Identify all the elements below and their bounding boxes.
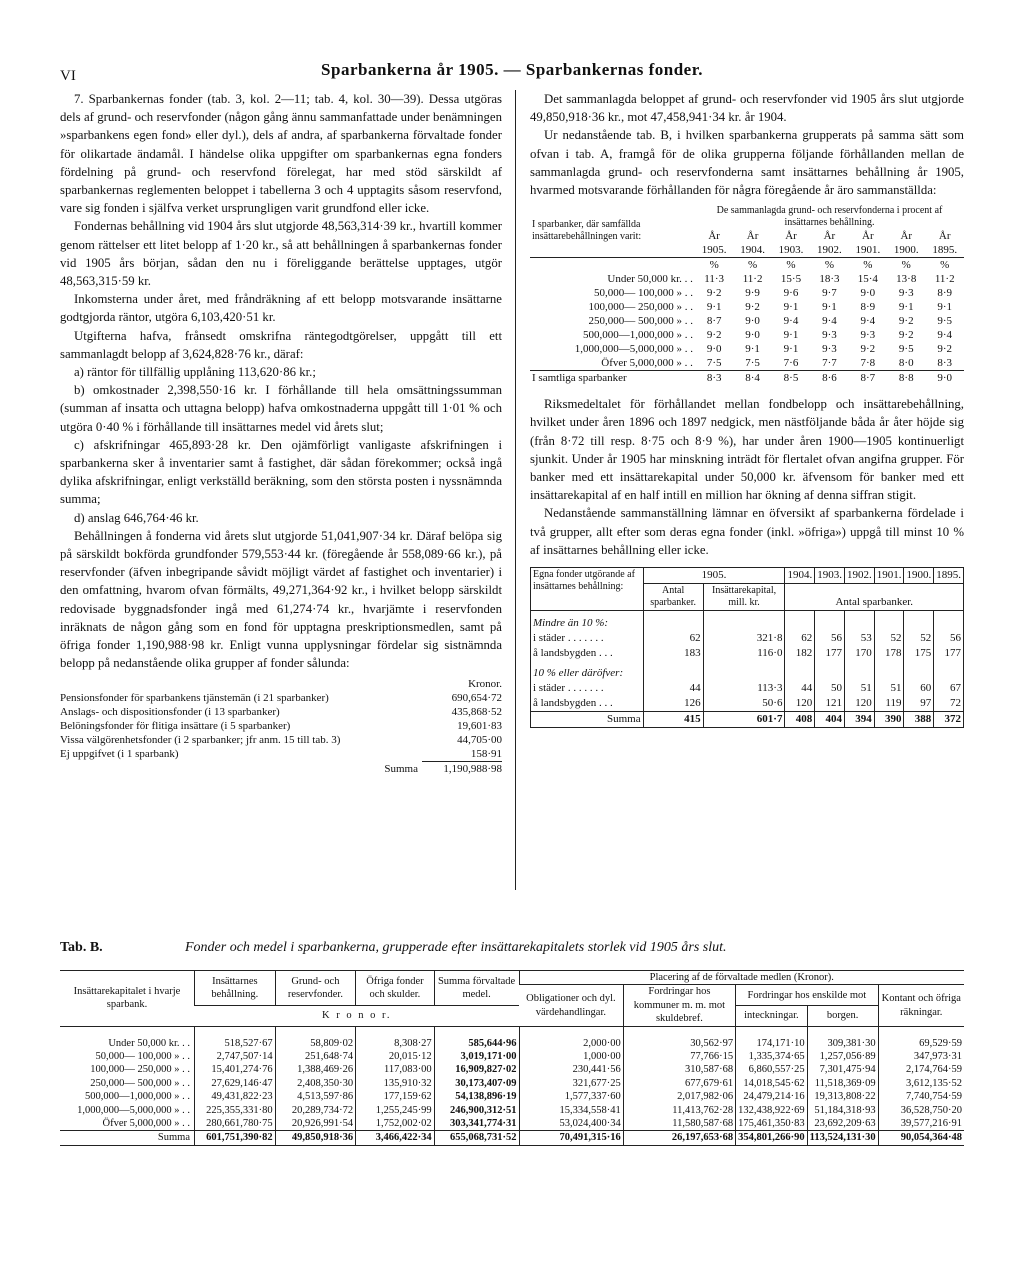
table-row: 50,000— 100,000 » . . 9·2 9·9 9·6 9·7 9·0 9·3 8·9 <box>593 287 953 300</box>
paragraph: 7. Sparbankernas fonder (tab. 3, kol. 2—11; tab. 4, kol. 30—39). Dessa utgöras dels af grund- och reservfonder (någon gång ännu sammanfattade under benämningen »sparbankens egen fond» eller dyl.), dels af andra, af sparbankerna förvaltade fonder för olikartade ändamål. I händelse olika uppgifter om sparbankernas egna fonders fördelning på grund- och reservfond förelegat, har med stöd särskildt af sparbankernas reglementen beloppet i tabellerna 3 och 4 upptagits såsom reservfond, vare sig fonden i själfva verket ursprungligen varit grundfond eller icke. <box>60 92 502 216</box>
table-row: 100,000— 250,000 » . . 9·1 9·2 9·1 9·1 8·9 9·1 9·1 <box>588 301 953 314</box>
paragraph: Utgifterna hafva, frånsedt omskrifna räntegodtgörelser, uppgått till ett sammanlagdt belopp af 3,624,828·76 kr., däraf: <box>60 328 502 361</box>
table-row: i städer . . . . . . . 44 113·3 44 50 51 51 60 67 <box>531 681 964 696</box>
group-sum-row: Summa 415 601·7 408 404 394 390 388 372 <box>531 712 964 728</box>
paragraph: Inkomsterna under året, med fråndräkning af ett belopp motsvarande insättarne godtgjorda räntor, utgöra 6,103,420·51 kr. <box>60 292 502 325</box>
table-row: Öfver 5,000,000 » . . 280,661,780·75 20,926,991·54 1,752,002·02 303,341,774·31 53,024,400·34 11,580,587·68 175,461,350·83 23,692,209·63 39,577,216·91 <box>102 1118 962 1130</box>
table-row: 100,000— 250,000 » . . 15,401,274·76 1,388,469·26 117,083·00 16,909,827·02 230,441·56 310,587·68 6,860,557·25 7,301,475·94 2,174,764·59 <box>90 1064 962 1076</box>
percent-total-row: I samtliga sparbanker 8·3 8·4 8·5 8·6 8·7 8·8 9·0 <box>530 371 964 386</box>
page-header <box>60 60 964 90</box>
left-column <box>60 90 502 776</box>
paragraph: Fondernas behållning vid 1904 års slut utgjorde 48,563,314·39 kr., hvartill kommer genom rättelser ett litet belopp af 1·20 kr., så att behållningen å sparbankernas fonder vid 1905 års början, sådan den nu i föreliggande berättelse upptages, utgör 48,563,315·59 kr. <box>60 219 502 289</box>
table-row: Ej uppgifvet (i 1 sparbank) 158·91 <box>60 747 502 760</box>
table-b-label: Tab. B. <box>60 940 103 955</box>
page-title: Sparbankerna år 1905. — Sparbankernas fonder. <box>321 60 703 79</box>
paragraph: b) omkostnader 2,398,550·16 kr. I förhållande till hela omsättningssumman (summan af insatta och uttagna belopp) hafva omkostnaderna uppgått till 1·01 % och utgöra 0·40 % i förhållande till insättarnes medel vid årets slut; <box>60 383 502 434</box>
table-row: Pensionsfonder för sparbankens tjänstemän (i 21 sparbanker) 690,654·72 <box>60 691 502 704</box>
table-row: 1,000,000—5,000,000 » . . 225,355,331·80 20,289,734·72 1,255,245·99 246,900,312·51 15,334,558·41 11,413,762·28 132,438,922·69 51,184,318·93 36,528,750·20 <box>77 1104 962 1116</box>
paragraph: Riksmedeltalet för förhållandet mellan fondbelopp och insättarebehållning, hvilket under åren 1896 och 1897 nedgick, men nästföljande båda år åter höjde sig (från 8·72 till resp. 8·75 och 8·9 %), har under åren 1900—1905 kontinuerligt sjunkit. Under år 1905 har minskning inträdt för flertalet ofvan angifna grupper. För banker med ett insättarekapital under 50,000 kr. äfvensom för banker med ett insättarekapital af en half intill en million har ökning af denna siffran stigit. <box>530 397 964 503</box>
table-b-sum-row: Summa 601,751,390·82 49,850,918·36 3,466,422·34 655,068,731·52 70,491,315·16 26,197,653·68 354,801,266·90 113,524,131·30 90,054,364·48 <box>60 1131 964 1145</box>
table-b-title: Fonder och medel i sparbankerna, grupperade efter insättarekapitalets storlek vid 1905 års slut. <box>185 940 727 955</box>
group-table: Egna fonder utgörande af insättarnes behållning: 1905. 1904. 1903. 1902. 1901. 1900. 1895. Antal sparbanker. Insättarekapital, mill. kr. Antal sparbanker. Mindre än 10 %: i städer . . . . . . . 62 321·8 62 56 53 52 52 56 å landsbygden . . . 183 116·0 182 177 170 178 175 177 10 % eller däröfver: i städer . . . . . . . 44 113·3 44 50 51 51 60 67 å landsbygden . . . 126 50·6 120 121 120 119 97 72 Summa 415 601·7 408 404 394 390 388 372 <box>530 567 964 728</box>
paragraph: c) afskrifningar 465,893·28 kr. Den ojämförligt vanligaste afskrifningen i sparbankerna sker å inventarier samt å fastighet, där sådan förekommer; också ingå dylika afskrifningar, enligt verkställd beräkning, som den största posten i nyssnämnda summa; <box>60 437 502 507</box>
table-row: Belöningsfonder för flitiga insättare (i 5 sparbanker) 19,601·83 <box>60 719 502 732</box>
page <box>60 60 964 1144</box>
paragraph: Ur nedanstående tab. B, i hvilken sparbankerna grupperats på samma sätt som ofvan i tab. A, framgå för de olika grupperna följande förhållanden mellan de sammanlagda grund- och reservfonderna samt insättarnes behållning år 1905, hvarmed motsvarande förhållanden för några föregående år äro sammanställda: <box>530 128 964 198</box>
table-row: å landsbygden . . . 126 50·6 120 121 120 119 97 72 <box>531 696 964 712</box>
table-row: 250,000— 500,000 » . . 8·7 9·0 9·4 9·4 9·4 9·2 9·5 <box>588 315 953 328</box>
table-row: Anslags- och dispositionsfonder (i 13 sparbanker) 435,868·52 <box>60 705 502 718</box>
table-row: i städer . . . . . . . 62 321·8 62 56 53 52 52 56 <box>531 631 964 646</box>
table-row: Vissa välgörenhetsfonder (i 2 sparbanker; jfr anm. 15 till tab. 3) 44,705·00 <box>60 733 502 746</box>
paragraph: d) anslag 646,764·46 kr. <box>74 510 199 525</box>
table-row: 500,000—1,000,000 » . . 49,431,822·23 4,513,597·86 177,159·62 54,138,896·19 1,577,337·60 2,017,982·06 24,479,214·16 19,313,808·22 7,740,754·59 <box>85 1091 962 1103</box>
percent-table: I sparbanker, där samfällda insättarebehållningen varit: De sammanlagda grund- och reservfonderna i procent af insättarnes behållning. År År År År År År År 1905. 1904. 1903. 1902. 1901. 1900. 1895. % % % % % % % Under 50,000 kr. . . 11·3 11·2 15·5 18·3 15·4 13·8 11·2 50,000— 100,000 » . . 9·2 9·9 9·6 9·7 9·0 9·3 8·9 100,000— 250,000 » . . 9·1 9·2 9·1 9·1 8·9 9·1 9·1 250,000— 500,000 » . . 8·7 9·0 9·4 9·4 9·4 9·2 9·5 500,000—1,000,000 » . . 9·2 9·0 9·1 9·3 9·3 9·2 9·4 1,000,000—5,000,000 » . . 9·0 9·1 9·1 9·3 9·2 9·5 9·2 Öfver 5,000,000 » . . 7·5 7·5 7·6 7·7 7·8 8·0 8·3 I samtliga sparbanker 8·3 8·4 8·5 8·6 8·7 8·8 9·0 <box>530 205 964 385</box>
table-b: Insättarekapitalet i hvarje sparbank. Insättarnes behållning. Grund- och reservfonder. Öfriga fonder och skulder. Summa förvaltade medel. Placering af de förvaltade medlen (Kronor). Obligationer och dyl. värdehandlingar. Fordringar hos kommuner m. m. mot skuldebref. Fordringar hos enskilde mot Kontant och öfriga räkningar. K r o n o r. inteckningar. borgen. Under 50,000 kr. . . 518,527·67 58,809·02 8,308·27 585,644·96 2,000·00 30,562·97 174,171·10 309,381·30 69,529·59 50,000— 100,000 » . . 2,747,507·14 251,648·74 20,015·12 3,019,171·00 1,000·00 77,766·15 1,335,374·65 1,257,056·89 347,973·31 100,000— 250,000 » . . 15,401,274·76 1,388,469·26 117,083·00 16,909,827·02 230,441·56 310,587·68 6,860,557·25 7,301,475·94 2,174,764·59 250,000— 500,000 » . . 27,629,146·47 2,408,350·30 135,910·32 30,173,407·09 321,677·25 677,679·61 14,018,545·62 11,518,369·09 3,612,135·52 500,000—1,000,000 » . . 49,431,822·23 4,513,597·86 177,159·62 54,138,896·19 1,577,337·60 2,017,982·06 24,479,214·16 19,313,808·22 7,740,754·59 1,000,000—5,000,000 » . . 225,355,331·80 20,289,734·72 1,255,245·99 246,900,312·51 15,334,558·41 11,413,762·28 132,438,922·69 51,184,318·93 36,528,750·20 Öfver 5,000,000 » . . 280,661,780·75 20,926,991·54 1,752,002·02 303,341,774·31 53,024,400·34 11,580,587·68 175,461,350·83 23,692,209·63 39,577,216·91 Summa 601,751,390·82 49,850,918·36 3,466,422·34 655,068,731·52 70,491,315·16 26,197,653·68 354,801,266·90 113,524,131·30 90,054,364·48 <box>60 970 964 1146</box>
table-row: 1,000,000—5,000,000 » . . 9·0 9·1 9·1 9·3 9·2 9·5 9·2 <box>574 343 953 356</box>
funds-unit: Kronor. <box>468 677 502 690</box>
paragraph: Behållningen å fonderna vid årets slut utgjorde 51,041,907·34 kr. Däraf belöpa sig på särskildt bokförda grundfonder 579,553·44 kr. (föregående år 558,089·66 kr.), på reservfonder (äfven inbegripande såvidt möjligt värdet af fastighet och inventarier) i den omfattning, hvarom ofvan förmälts, 49,271,364·92 kr., i hvilket belopp särskildt redovisade byggnadsfonder ingå med 61,274·74 kr., hvarjämte i reservfonden inräknats de någon gång som en fond för upptagna preskriptionsmedlen, samt på öfriga fonder 1,190,988·98 kr. Enligt vunna upplysningar fördelar sig sistnämnda belopp på nedanstående olika grupper af fonder sålunda: <box>60 528 502 671</box>
table-row: å landsbygden . . . 183 116·0 182 177 170 178 175 177 <box>531 646 964 661</box>
paragraph: Nedanstående sammanställning lämnar en öfversikt af sparbankerna fördelade i två grupper, allt efter som deras egna fonder (inkl. »öfriga») uppgå till minst 10 % af insättarnes behållning eller icke. <box>530 506 964 557</box>
column-divider <box>515 90 516 890</box>
paragraph: Det sammanlagda beloppet af grund- och reservfonder vid 1905 års slut utgjorde 49,850,918·36 kr., mot 47,458,941·34 kr. år 1904. <box>530 92 964 125</box>
table-row: Under 50,000 kr. . . 518,527·67 58,809·02 8,308·27 585,644·96 2,000·00 30,562·97 174,171·10 309,381·30 69,529·59 <box>60 1026 964 1050</box>
table-row: 250,000— 500,000 » . . 27,629,146·47 2,408,350·30 135,910·32 30,173,407·09 321,677·25 677,679·61 14,018,545·62 11,518,369·09 3,612,135·52 <box>90 1077 962 1089</box>
paragraph: a) räntor för tillfällig upplåning 113,620·86 kr.; <box>74 365 316 380</box>
page-number: VI <box>60 68 76 84</box>
table-row: 50,000— 100,000 » . . 2,747,507·14 251,648·74 20,015·12 3,019,171·00 1,000·00 77,766·15 1,335,374·65 1,257,056·89 347,973·31 <box>95 1051 962 1063</box>
table-row: 500,000—1,000,000 » . . 9·2 9·0 9·1 9·3 9·3 9·2 9·4 <box>582 329 953 342</box>
right-column <box>530 90 964 728</box>
group-corner: Egna fonder utgörande af insättarnes behållning: <box>531 568 644 611</box>
funds-sum-row: Summa 1,190,988·98 <box>384 762 502 775</box>
table-row: Öfver 5,000,000 » . . 7·5 7·5 7·6 7·7 7·8 8·0 8·3 <box>601 357 953 370</box>
table-row: Under 50,000 kr. . . 11·3 11·2 15·5 18·3 15·4 13·8 11·2 <box>607 273 955 286</box>
funds-table <box>60 677 502 776</box>
